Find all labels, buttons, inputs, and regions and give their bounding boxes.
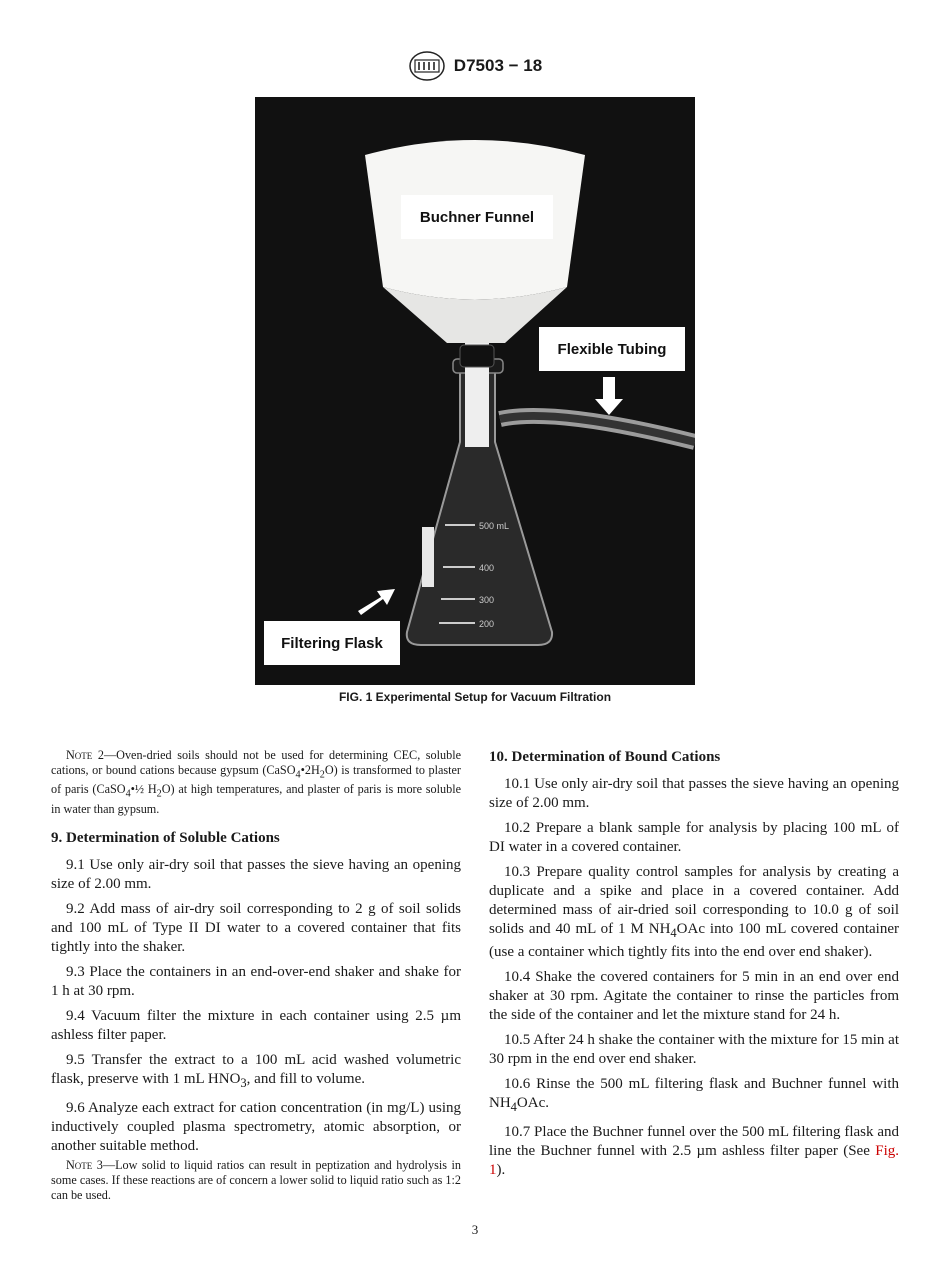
figure-caption: FIG. 1 Experimental Setup for Vacuum Filtration [338,690,612,704]
grad-mark: 400 [479,563,495,573]
figure-photo [255,97,695,685]
paragraph-10-6 [489,1075,899,1117]
grad-mark: 200 [479,619,495,629]
note-text: •½ H [130,782,157,797]
paragraph-10-2: 10.2 Prepare a blank sample for analysis by placing 100 mL of DI water in a covered container. [489,820,899,855]
paragraph-text: , and fill to volume. [246,1070,365,1087]
note-label: Note 3 [66,1157,103,1172]
label-flexible-tubing: Flexible Tubing [557,341,667,358]
paragraph-9-2: 9.2 Add mass of air-dry soil corresponding to 2 g of soil solids and 100 mL of Type II DI water to a covered container that fits tightly into the shaker. [51,900,461,955]
paragraph-10-3 [489,863,899,962]
paragraph-text: 10.3 Prepare quality control samples for analysis by creating a duplicate and a spike and place in a covered container. Add determined mass of air-dried soil corresponding to 10.0 g of soil solids and 40 mL of 1 M NH [489,864,899,937]
paragraph-text: 9.5 Transfer the extract to a 100 mL acid washed volumetric flask, preserve with 1 mL HNO [51,1051,461,1087]
paragraph-text: OAc. [516,1095,549,1111]
page-header [0,50,950,82]
paragraph-10-1: 10.1 Use only air-dry soil that passes the sieve having an opening size of 2.00 mm. [489,776,899,811]
subscript: 4 [295,769,301,781]
left-column [51,748,461,1209]
note-label: Note 2 [66,748,104,762]
paragraph-10-4: 10.4 Shake the covered containers for 5 min in an end over end shaker at 30 rpm. Agitate the container to rinse the particles from the side of the container and let the mixture stand for 24 h. [489,969,899,1023]
paragraph-9-4: 9.4 Vacuum filter the mixture in each container using 2.5 µm ashless filter paper. [51,1007,461,1043]
section-9-heading: 9. Determination of Soluble Cations [51,829,280,846]
paragraph-10-5: 10.5 After 24 h shake the container with the mixture for 15 min at 30 rpm in the end over end shaker. [489,1032,899,1067]
section-10-heading: 10. Determination of Bound Cations [489,749,721,765]
note-text: —Low solid to liquid ratios can result in peptization and hydrolysis in some cases. If these reactions are of concern a lower solid to liquid ratio such as 1:2 can be used. [51,1157,461,1202]
note-text: —Oven-dried soils should not be used for determining CEC, soluble cations, or bound cations because gypsum (CaSO [51,748,462,777]
designation: D7503 − 18 [453,56,543,75]
subscript: 2 [319,769,325,781]
figure-1-link[interactable]: Fig. 1 [489,1143,899,1178]
grad-mark: 300 [479,595,495,605]
note-text: O) is transformed to plaster of paris (CaSO [51,763,461,797]
paragraph-text: OAc into 100 mL covered container (use a container which tightly fits into the end over end shaker). [489,921,899,960]
paragraph-9-5 [51,1051,461,1093]
paragraph-text: 10.7 Place the Buchner funnel over the 500 mL filtering flask and line the Buchner funnel with 2.5 µm ashless filter paper (See [489,1124,899,1159]
paragraph-10-7 [489,1123,899,1180]
page-number: 3 [471,1222,479,1237]
paragraph-text: ). [496,1162,506,1178]
note-2 [51,748,461,817]
subscript: 4 [125,788,131,800]
label-filtering-flask: Filtering Flask [281,635,383,652]
subscript: 4 [510,1100,517,1114]
subscript: 4 [670,926,677,940]
astm-logo-icon [408,50,446,82]
paragraph-9-1: 9.1 Use only air-dry soil that passes the sieve having an opening size of 2.00 mm. [51,856,461,892]
note-text: •2H [300,763,320,777]
paragraph-text: 10.6 Rinse the 500 mL filtering flask and Buchner funnel with NH [489,1076,899,1111]
right-column [489,748,899,1186]
subscript: 2 [156,788,162,800]
paragraph-9-6: 9.6 Analyze each extract for cation concentration (in mg/L) using inductively coupled plasma spectrometry, atomic absorption, or another suitable method. [51,1099,461,1154]
grad-mark: 500 mL [479,521,510,531]
note-text: O) at high temperatures, and plaster of paris is more soluble in water than gypsum. [51,782,461,816]
label-buchner-funnel: Buchner Funnel [419,209,535,226]
paragraph-9-3: 9.3 Place the containers in an end-over-end shaker and shake for 1 h at 30 rpm. [51,963,461,999]
note-3 [51,1158,461,1203]
subscript: 3 [240,1075,247,1090]
